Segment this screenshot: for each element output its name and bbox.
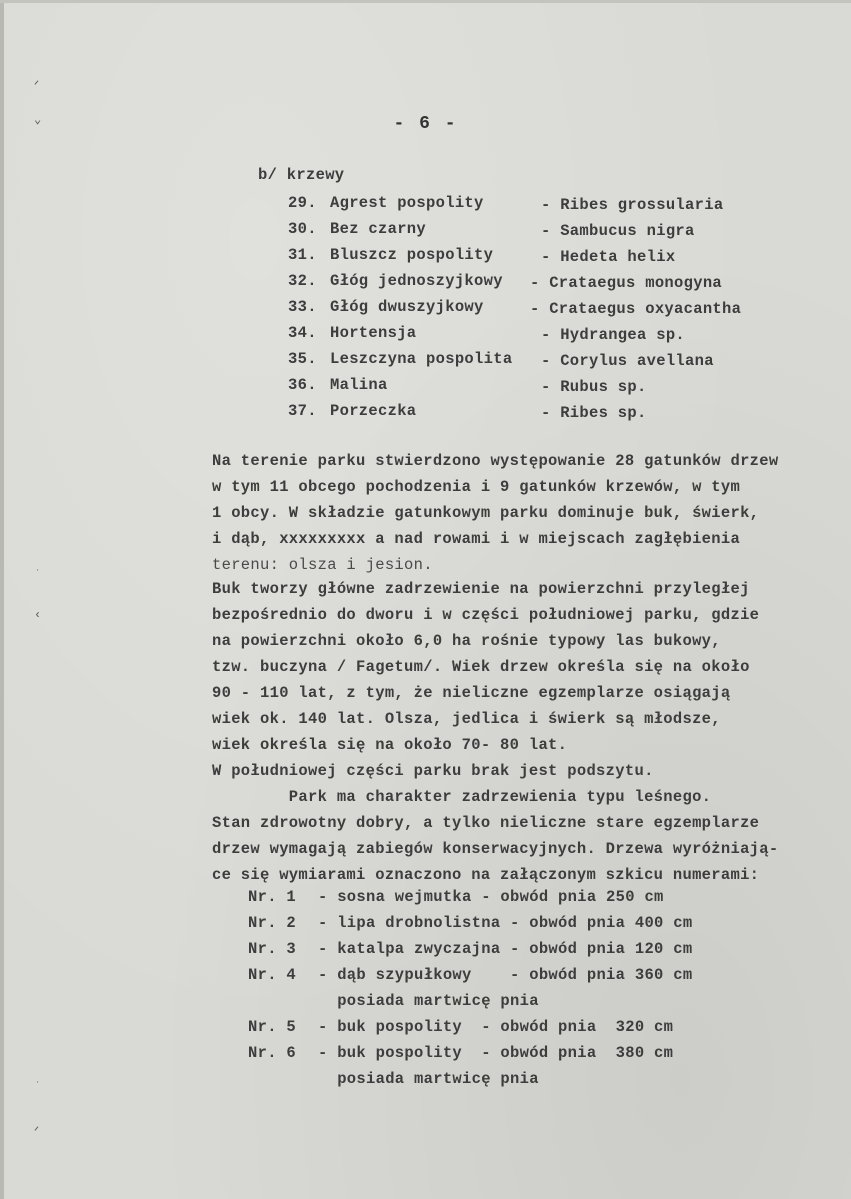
shrub-polish-name: Bez czarny — [330, 220, 427, 238]
tree-description: - katalpa zwyczajna - obwód pnia 120 cm — [318, 940, 693, 958]
shrub-latin-name: - Hydrangea sp. — [541, 326, 686, 344]
shrub-polish-name: Leszczyna pospolita — [330, 350, 513, 368]
tree-description: - lipa drobnolistna - obwód pnia 400 cm — [318, 914, 693, 932]
paragraph-line: w tym 11 obcego pochodzenia i 9 gatunków krzewów, w tym — [212, 478, 741, 496]
shrub-polish-name: Hortensja — [330, 324, 417, 342]
paragraph-line: wiek ok. 140 lat. Olsza, jedlica i świerk są młodsze, — [212, 710, 721, 728]
paragraph-line: Stan zdrowotny dobry, a tylko nieliczne stare egzemplarze — [212, 814, 760, 832]
shrub-latin-name: - Corylus avellana — [541, 352, 714, 370]
paragraph-line: na powierzchni około 6,0 ha rośnie typowy las bukowy, — [212, 632, 721, 650]
paragraph-line: ce się wymiarami oznaczono na załączonym szkicu numerami: — [212, 866, 760, 884]
tree-number: Nr. 6 — [248, 1044, 297, 1062]
binding-mark: ˑ — [34, 566, 42, 580]
binding-mark: ˑ — [34, 1078, 42, 1092]
shrub-latin-name: - Ribes grossularia — [541, 196, 724, 214]
tree-number: Nr. 1 — [248, 888, 297, 906]
paragraph-line: drzew wymagają zabiegów konserwacyjnych. Drzewa wyróżniają- — [212, 840, 779, 858]
paragraph-line: 1 obcy. W składzie gatunkowym parku dominuje buk, świerk, — [212, 504, 760, 522]
paragraph-line: 90 - 110 lat, z tym, że nieliczne egzemplarze osiągają — [212, 684, 731, 702]
page-number: - 6 - — [393, 114, 458, 134]
shrub-number: 34. — [288, 324, 317, 342]
paragraph-line: W południowej części parku brak jest podszytu. — [212, 762, 654, 780]
shrub-number: 32. — [288, 272, 317, 290]
shrub-number: 36. — [288, 376, 317, 394]
tree-note: posiada martwicę pnia — [318, 992, 539, 1010]
paragraph-line: tzw. buczyna / Fagetum/. Wiek drzew określa się na około — [212, 658, 750, 676]
paragraph-line: Buk tworzy główne zadrzewienie na powierzchni przyległej — [212, 580, 750, 598]
tree-number: Nr. 5 — [248, 1018, 297, 1036]
binding-mark: ᐟ — [34, 1125, 40, 1139]
shrub-number: 37. — [288, 402, 317, 420]
shrub-number: 30. — [288, 220, 317, 238]
binding-mark: ⌄ — [34, 113, 42, 127]
shrub-polish-name: Agrest pospolity — [330, 194, 484, 212]
page-left-edge — [0, 0, 4, 1199]
shrub-polish-name: Głóg jednoszyjkowy — [330, 272, 503, 290]
tree-description: - buk pospolity - obwód pnia 380 cm — [318, 1044, 674, 1062]
shrub-number: 31. — [288, 246, 317, 264]
shrub-number: 33. — [288, 298, 317, 316]
tree-description: - sosna wejmutka - obwód pnia 250 cm — [318, 888, 664, 906]
page-top-edge — [0, 0, 851, 3]
shrub-polish-name: Porzeczka — [330, 402, 417, 420]
paragraph-line: Na terenie parku stwierdzono występowanie 28 gatunków drzew — [212, 452, 779, 470]
shrub-polish-name: Bluszcz pospolity — [330, 246, 494, 264]
tree-number: Nr. 2 — [248, 914, 297, 932]
binding-mark: ᐟ — [34, 79, 40, 93]
shrub-number: 35. — [288, 350, 317, 368]
tree-description: - buk pospolity - obwód pnia 320 cm — [318, 1018, 674, 1036]
section-heading: b/ krzewy — [258, 166, 345, 184]
shrub-polish-name: Głóg dwuszyjkowy — [330, 298, 484, 316]
tree-description: - dąb szypułkowy - obwód pnia 360 cm — [318, 966, 693, 984]
binding-mark: ‹ — [34, 608, 42, 622]
tree-number: Nr. 3 — [248, 940, 297, 958]
shrub-latin-name: - Ribes sp. — [541, 404, 647, 422]
tree-note: posiada martwicę pnia — [318, 1070, 539, 1088]
shrub-latin-name: - Crataegus oxyacantha — [530, 300, 742, 318]
shrub-latin-name: - Rubus sp. — [541, 378, 647, 396]
paragraph-line: i dąb, xxxxxxxxx a nad rowami i w miejscach zagłębienia — [212, 530, 741, 548]
paragraph-line: terenu: olsza i jesion. — [212, 556, 433, 574]
shrub-number: 29. — [288, 194, 317, 212]
paragraph-line: bezpośrednio do dworu i w części południowej parku, gdzie — [212, 606, 760, 624]
shrub-latin-name: - Crataegus monogyna — [530, 274, 723, 292]
tree-number: Nr. 4 — [248, 966, 297, 984]
paragraph-line: Park ma charakter zadrzewienia typu leśnego. — [212, 788, 712, 806]
shrub-polish-name: Malina — [330, 376, 388, 394]
paragraph-line: wiek określa się na około 70- 80 lat. — [212, 736, 568, 754]
shrub-latin-name: - Sambucus nigra — [541, 222, 695, 240]
shrub-latin-name: - Hedeta helix — [541, 248, 676, 266]
